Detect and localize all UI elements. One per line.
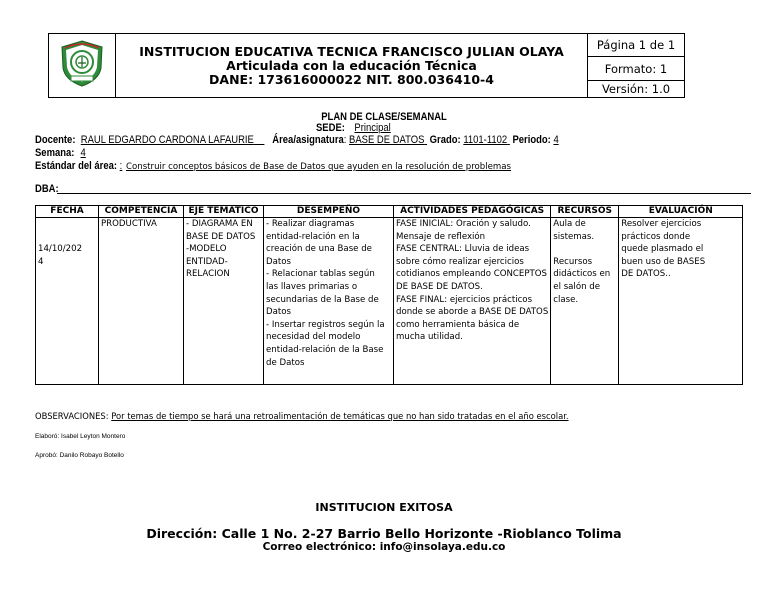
col-header-desempeno: DESEMPEÑO (264, 206, 394, 218)
actividades-line: Mensaje de reflexión (396, 231, 486, 242)
sede-value: Principal (354, 122, 391, 134)
competencia-cell (99, 218, 184, 385)
evaluacion-line: Resolver ejercicios (621, 219, 702, 229)
docente-value: RAUL EDGARDO CARDONA LAFAURIE (80, 134, 254, 146)
eje-line: -MODELO (186, 244, 227, 255)
desempeno-line: entidad-relación de la Base (266, 344, 384, 355)
recursos-line: el salón de (553, 281, 600, 292)
dane-nit: DANE: 173616000022 NIT. 800.036410-4 (209, 71, 494, 87)
desempeno-line: las llaves primarias o (266, 281, 358, 292)
eje-line: RELACION (186, 269, 230, 280)
recursos-line: Recursos (553, 256, 593, 267)
area-value: BASE DE DATOS (349, 134, 425, 146)
eje-line: BASE DE DATOS (186, 231, 256, 242)
document-header (48, 33, 685, 98)
table-row (36, 218, 743, 385)
actividades-line: donde se aborde a BASE DE DATOS (396, 307, 549, 318)
observaciones-label: OBSERVACIONES: (35, 411, 109, 421)
evaluacion-line: quede plasmado el (621, 244, 704, 255)
desempeno-cell (264, 218, 394, 385)
plan-table (35, 205, 743, 385)
desempeno-line: creación de una Base de (266, 244, 372, 255)
recursos-line: Aula de (553, 219, 586, 229)
docente-label: Docente: (35, 134, 76, 146)
eje-cell (184, 218, 264, 385)
fecha-line: 4 (38, 256, 44, 267)
observaciones-text: Por temas de tiempo se hará una retroalimentación de temáticas que no han sido tratadas en el año escolar. (111, 411, 569, 421)
fecha-line (38, 231, 96, 244)
competencia-line: PRODUCTIVA (101, 219, 157, 229)
actividades-line: cotidianos empleando CONCEPTOS (396, 269, 547, 280)
actividades-line: como herramienta básica de (396, 319, 520, 330)
school-shield-logo (57, 38, 107, 88)
col-header-fecha: FECHA (36, 206, 99, 218)
institution-motto: INSTITUCION EXITOSA (315, 501, 453, 514)
evaluacion-line: buen uso de BASES (621, 256, 706, 267)
desempeno-line: de Datos (266, 357, 305, 368)
estandar-colon: : (119, 160, 123, 172)
plan-title: PLAN DE CLASE/SEMANAL (321, 111, 447, 123)
col-header-competencia: COMPETENCIA (99, 206, 184, 218)
semana-label: Semana: (35, 147, 75, 159)
dba-label: DBA: (35, 183, 59, 195)
recursos-line: didácticos en (553, 269, 611, 280)
evaluacion-cell (619, 218, 743, 385)
estandar-value: Construir conceptos básicos de Base de Datos que ayuden en la resolución de problemas (126, 162, 512, 172)
version-label: Versión: 1.0 (588, 81, 685, 98)
title-cell (116, 34, 588, 98)
sede-label: SEDE: (316, 122, 345, 134)
semana-value: 4 (80, 147, 86, 159)
col-header-recursos: RECURSOS (551, 206, 619, 218)
evaluacion-line: prácticos donde (621, 231, 691, 242)
actividades-cell (394, 218, 551, 385)
desempeno-line: Datos (266, 256, 291, 267)
area-label: Área/asignatura (272, 134, 344, 146)
desempeno-line: - Insertar registros según la (266, 319, 385, 330)
estandar-label: Estándar del área: (35, 160, 118, 172)
recursos-line: clase. (553, 294, 579, 305)
eje-line: - DIAGRAMA EN (186, 219, 253, 229)
desempeno-line: secundarias de la Base de (266, 294, 379, 305)
col-header-eje: EJE TEMATICO (184, 206, 264, 218)
logo-cell (49, 34, 116, 98)
table-header-row (36, 206, 743, 218)
elaboro-line: Elaboró: Isabel Leyton Montero (35, 433, 126, 440)
aprobo-line: Aprobó: Danilo Robayo Botello (35, 452, 124, 459)
recursos-cell (551, 218, 619, 385)
desempeno-line: necesidad del modelo (266, 332, 361, 343)
page-number: Página 1 de 1 (588, 34, 685, 57)
footer-address: Dirección: Calle 1 No. 2-27 Barrio Bello Horizonte -Rioblanco Tolima (146, 526, 622, 541)
actividades-line: FASE CENTRAL: Lluvia de ideas (396, 244, 530, 255)
actividades-line: FASE INICIAL: Oración y saludo. (396, 219, 531, 229)
dba-underline (57, 193, 751, 194)
desempeno-line: - Relacionar tablas según (266, 269, 375, 280)
actividades-line: sobre cómo realizar ejercicios (396, 256, 524, 267)
evaluacion-line: DE DATOS.. (621, 269, 671, 280)
grado-label: Grado: (429, 134, 461, 146)
recursos-line (553, 243, 616, 256)
col-header-actividades: ACTIVIDADES PEDAGÓGICAS (394, 206, 551, 218)
footer-email: Correo electrónico: info@insolaya.edu.co (262, 541, 506, 553)
format-label: Formato: 1 (588, 57, 685, 81)
fecha-line (38, 218, 96, 231)
periodo-value: 4 (553, 134, 559, 146)
actividades-line: DE BASE DE DATOS. (396, 281, 483, 292)
actividades-line: mucha utilidad. (396, 332, 463, 343)
school-subtitle: Articulada con la educación Técnica (226, 57, 477, 73)
actividades-line: FASE FINAL: ejercicios prácticos (396, 294, 533, 305)
desempeno-line: entidad-relación en la (266, 231, 360, 242)
desempeno-line: Datos (266, 307, 291, 318)
periodo-label: Periodo: (512, 134, 551, 146)
fecha-cell (36, 218, 99, 385)
col-header-evaluacion: EVALUACIÓN (619, 206, 743, 218)
school-name: INSTITUCION EDUCATIVA TECNICA FRANCISCO JULIAN OLAYA (139, 43, 564, 59)
fecha-line: 14/10/202 (38, 244, 83, 255)
eje-line: ENTIDAD- (186, 256, 228, 267)
desempeno-line: - Realizar diagramas (266, 219, 355, 229)
recursos-line: sistemas. (553, 231, 595, 242)
grado-value: 1101-1102 (463, 134, 508, 146)
